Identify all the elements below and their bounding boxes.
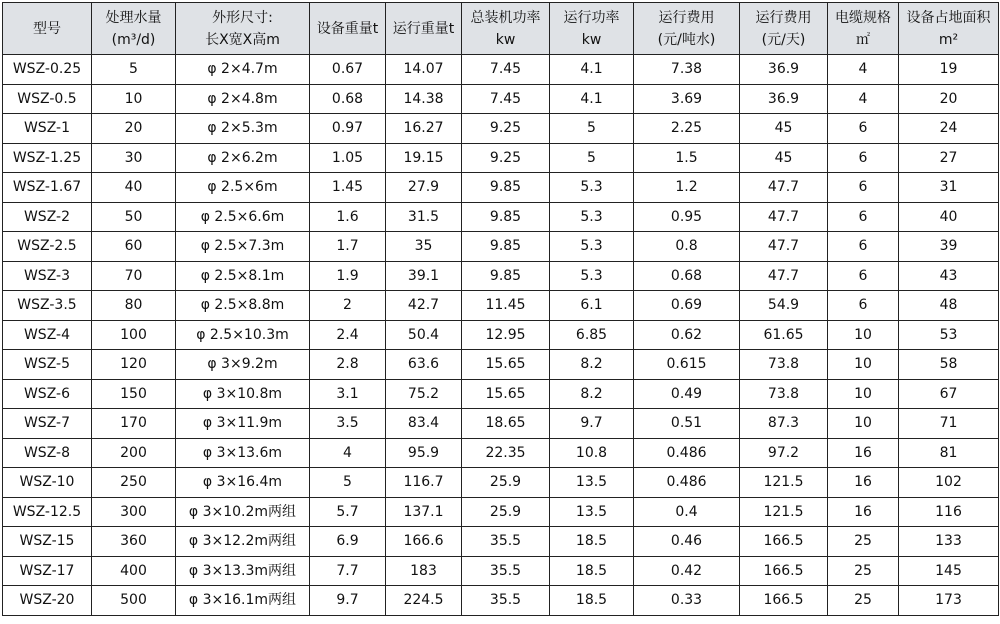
column-header-label: 设备重量t (316, 20, 379, 37)
column-header-label: 总装机功率 (470, 9, 541, 26)
table-cell: WSZ-6 (3, 379, 92, 409)
table-cell: 9.85 (462, 232, 550, 262)
table-cell: 73.8 (740, 379, 828, 409)
column-header (310, 3, 386, 55)
table-cell: 0.49 (634, 379, 740, 409)
table-cell: 5.3 (550, 261, 634, 291)
table-cell: 31 (899, 173, 999, 203)
column-header-unit: kw (581, 31, 602, 48)
table-cell: 0.67 (310, 55, 386, 85)
table-cell: 3.69 (634, 84, 740, 114)
table-cell: 4.1 (550, 55, 634, 85)
table-cell: 19 (899, 55, 999, 85)
table-cell: WSZ-0.5 (3, 84, 92, 114)
table-cell: WSZ-20 (3, 586, 92, 616)
table-cell: WSZ-5 (3, 350, 92, 380)
table-row (3, 55, 999, 85)
table-cell: 183 (386, 556, 462, 586)
table-cell: 35 (386, 232, 462, 262)
table-cell: 47.7 (740, 202, 828, 232)
column-header-label: 型号 (33, 20, 61, 37)
table-cell: φ 2.5×10.3m (176, 320, 310, 350)
table-cell: 300 (92, 497, 176, 527)
column-header (634, 3, 740, 55)
table-row (3, 497, 999, 527)
table-cell: WSZ-17 (3, 556, 92, 586)
table-cell: 75.2 (386, 379, 462, 409)
table-cell: 6.1 (550, 291, 634, 321)
table-cell: 25.9 (462, 468, 550, 498)
spec-table (2, 2, 999, 616)
table-cell: 22.35 (462, 438, 550, 468)
column-header (740, 3, 828, 55)
table-cell: 4 (828, 55, 899, 85)
table-row (3, 84, 999, 114)
table-cell: 47.7 (740, 232, 828, 262)
table-cell: 63.6 (386, 350, 462, 380)
table-cell: 6.85 (550, 320, 634, 350)
column-header-label: 电缆规格 (835, 9, 891, 26)
table-cell: WSZ-2 (3, 202, 92, 232)
table-cell: WSZ-0.25 (3, 55, 92, 85)
table-cell: 16.27 (386, 114, 462, 144)
table-cell: 0.46 (634, 527, 740, 557)
table-cell: 2.8 (310, 350, 386, 380)
table-cell: 6 (828, 114, 899, 144)
table-cell: 47.7 (740, 173, 828, 203)
table-cell: 61.65 (740, 320, 828, 350)
table-cell: 10 (828, 409, 899, 439)
table-cell: 0.42 (634, 556, 740, 586)
table-cell: 0.68 (634, 261, 740, 291)
table-cell: 9.25 (462, 114, 550, 144)
column-header-label: 运行重量t (392, 20, 455, 37)
column-header (899, 3, 999, 55)
table-row (3, 261, 999, 291)
table-cell: 71 (899, 409, 999, 439)
column-header-unit: (元/吨水) (657, 31, 716, 48)
column-header-label: 运行费用 (658, 9, 715, 26)
table-row (3, 320, 999, 350)
table-cell: 47.7 (740, 261, 828, 291)
table-cell: 48 (899, 291, 999, 321)
table-cell: φ 2.5×7.3m (176, 232, 310, 262)
column-header-label: 运行费用 (755, 9, 812, 26)
table-cell: 27.9 (386, 173, 462, 203)
table-cell: 2.4 (310, 320, 386, 350)
table-row (3, 114, 999, 144)
table-cell: 0.8 (634, 232, 740, 262)
table-cell: 9.25 (462, 143, 550, 173)
column-header (386, 3, 462, 55)
table-cell: 31.5 (386, 202, 462, 232)
table-row (3, 350, 999, 380)
table-cell: 11.45 (462, 291, 550, 321)
table-cell: 18.5 (550, 586, 634, 616)
table-cell: 102 (899, 468, 999, 498)
table-cell: φ 3×9.2m (176, 350, 310, 380)
table-body (3, 55, 999, 616)
column-header-unit: kw (495, 31, 516, 48)
table-cell: 0.33 (634, 586, 740, 616)
table-cell: 2.25 (634, 114, 740, 144)
column-header (3, 3, 92, 55)
table-cell: 54.9 (740, 291, 828, 321)
table-cell: 6 (828, 261, 899, 291)
table-cell: 0.69 (634, 291, 740, 321)
table-cell: 30 (92, 143, 176, 173)
spec-table-container (2, 2, 999, 616)
column-header (92, 3, 176, 55)
table-cell: 25 (828, 556, 899, 586)
table-cell: φ 2×4.8m (176, 84, 310, 114)
table-cell: 20 (92, 114, 176, 144)
column-header (462, 3, 550, 55)
table-cell: 45 (740, 143, 828, 173)
table-cell: 120 (92, 350, 176, 380)
table-row (3, 173, 999, 203)
table-cell: 40 (92, 173, 176, 203)
table-cell: 87.3 (740, 409, 828, 439)
table-cell: 116 (899, 497, 999, 527)
table-cell: 40 (899, 202, 999, 232)
table-cell: 35.5 (462, 527, 550, 557)
table-cell: 1.05 (310, 143, 386, 173)
table-cell: 500 (92, 586, 176, 616)
table-row (3, 438, 999, 468)
table-cell: 16 (828, 468, 899, 498)
table-cell: WSZ-4 (3, 320, 92, 350)
column-header-unit: (元/天) (761, 31, 806, 48)
table-cell: WSZ-10 (3, 468, 92, 498)
column-header (550, 3, 634, 55)
table-cell: 0.486 (634, 438, 740, 468)
table-cell: 166.5 (740, 527, 828, 557)
table-cell: 16 (828, 438, 899, 468)
table-cell: 200 (92, 438, 176, 468)
table-cell: 5 (92, 55, 176, 85)
column-header-unit: m² (938, 31, 959, 48)
table-cell: 8.2 (550, 379, 634, 409)
table-cell: 166.5 (740, 556, 828, 586)
table-cell: 0.4 (634, 497, 740, 527)
table-cell: 6 (828, 232, 899, 262)
table-cell: WSZ-15 (3, 527, 92, 557)
table-cell: φ 3×13.6m (176, 438, 310, 468)
table-cell: 9.85 (462, 261, 550, 291)
table-cell: 360 (92, 527, 176, 557)
table-cell: φ 3×10.8m (176, 379, 310, 409)
table-cell: 18.5 (550, 556, 634, 586)
table-row (3, 586, 999, 616)
table-row (3, 527, 999, 557)
table-cell: 9.85 (462, 202, 550, 232)
table-cell: 15.65 (462, 350, 550, 380)
table-cell: 36.9 (740, 84, 828, 114)
table-cell: 8.2 (550, 350, 634, 380)
table-cell: 1.5 (634, 143, 740, 173)
table-cell: 6.9 (310, 527, 386, 557)
table-cell: 5.3 (550, 232, 634, 262)
table-cell: 95.9 (386, 438, 462, 468)
column-header-label: 处理水量 (105, 9, 162, 26)
table-cell: 6 (828, 202, 899, 232)
table-cell: φ 2×5.3m (176, 114, 310, 144)
table-cell: WSZ-1.67 (3, 173, 92, 203)
table-cell: 14.38 (386, 84, 462, 114)
table-row (3, 232, 999, 262)
table-cell: WSZ-1 (3, 114, 92, 144)
table-cell: 5 (310, 468, 386, 498)
table-cell: 7.7 (310, 556, 386, 586)
table-cell: 50 (92, 202, 176, 232)
table-cell: 6 (828, 143, 899, 173)
table-cell: WSZ-7 (3, 409, 92, 439)
table-cell: 45 (740, 114, 828, 144)
table-cell: 2 (310, 291, 386, 321)
table-cell: 150 (92, 379, 176, 409)
table-cell: 10.8 (550, 438, 634, 468)
table-header (3, 3, 999, 55)
table-cell: 58 (899, 350, 999, 380)
table-cell: 4 (828, 84, 899, 114)
column-header-label: 运行功率 (563, 9, 620, 26)
table-cell: 3.5 (310, 409, 386, 439)
table-cell: 166.6 (386, 527, 462, 557)
table-cell: 18.5 (550, 527, 634, 557)
table-cell: 0.615 (634, 350, 740, 380)
table-cell: 9.7 (310, 586, 386, 616)
table-cell: 18.65 (462, 409, 550, 439)
table-cell: 39.1 (386, 261, 462, 291)
table-cell: 60 (92, 232, 176, 262)
table-cell: 13.5 (550, 497, 634, 527)
table-cell: 0.68 (310, 84, 386, 114)
table-cell: 70 (92, 261, 176, 291)
table-cell: 13.5 (550, 468, 634, 498)
table-cell: 16 (828, 497, 899, 527)
table-cell: 0.486 (634, 468, 740, 498)
table-cell: 166.5 (740, 586, 828, 616)
table-cell: 1.2 (634, 173, 740, 203)
table-cell: WSZ-1.25 (3, 143, 92, 173)
table-cell: 15.65 (462, 379, 550, 409)
table-cell: 1.9 (310, 261, 386, 291)
table-cell: 100 (92, 320, 176, 350)
column-header (176, 3, 310, 55)
table-cell: φ 3×12.2m两组 (176, 527, 310, 557)
table-cell: 14.07 (386, 55, 462, 85)
table-row (3, 556, 999, 586)
column-header-unit: ㎡ (856, 31, 870, 48)
table-cell: 6 (828, 173, 899, 203)
table-cell: 0.51 (634, 409, 740, 439)
table-cell: 53 (899, 320, 999, 350)
table-cell: 250 (92, 468, 176, 498)
table-row (3, 379, 999, 409)
table-cell: 39 (899, 232, 999, 262)
table-cell: 10 (828, 320, 899, 350)
table-cell: 145 (899, 556, 999, 586)
table-cell: 1.6 (310, 202, 386, 232)
table-cell: 19.15 (386, 143, 462, 173)
table-cell: 5.3 (550, 173, 634, 203)
column-header-label: 外形尺寸: (212, 9, 273, 26)
table-cell: 170 (92, 409, 176, 439)
table-cell: 20 (899, 84, 999, 114)
table-cell: 7.45 (462, 84, 550, 114)
table-cell: WSZ-12.5 (3, 497, 92, 527)
table-cell: 121.5 (740, 497, 828, 527)
table-cell: 0.97 (310, 114, 386, 144)
table-cell: 25.9 (462, 497, 550, 527)
table-cell: 50.4 (386, 320, 462, 350)
column-header-unit: 长X宽X高m (205, 31, 280, 48)
table-cell: 83.4 (386, 409, 462, 439)
table-cell: 5.3 (550, 202, 634, 232)
table-cell: 43 (899, 261, 999, 291)
table-cell: 25 (828, 586, 899, 616)
table-cell: 137.1 (386, 497, 462, 527)
table-cell: 24 (899, 114, 999, 144)
table-cell: φ 3×16.1m两组 (176, 586, 310, 616)
table-cell: 42.7 (386, 291, 462, 321)
table-cell: φ 2.5×8.1m (176, 261, 310, 291)
table-cell: 7.38 (634, 55, 740, 85)
table-cell: 5 (550, 143, 634, 173)
table-cell: WSZ-2.5 (3, 232, 92, 262)
table-cell: 25 (828, 527, 899, 557)
table-cell: 35.5 (462, 556, 550, 586)
table-row (3, 202, 999, 232)
table-cell: φ 2.5×6m (176, 173, 310, 203)
table-cell: 0.62 (634, 320, 740, 350)
table-row (3, 409, 999, 439)
table-cell: 10 (92, 84, 176, 114)
column-header-label: 设备占地面积 (906, 9, 991, 26)
table-cell: 10 (828, 350, 899, 380)
column-header (828, 3, 899, 55)
table-cell: 12.95 (462, 320, 550, 350)
column-header-unit: (m³/d) (111, 31, 156, 48)
table-cell: 27 (899, 143, 999, 173)
table-cell: 5.7 (310, 497, 386, 527)
table-cell: WSZ-3.5 (3, 291, 92, 321)
table-cell: 4 (310, 438, 386, 468)
table-cell: 133 (899, 527, 999, 557)
table-cell: 3.1 (310, 379, 386, 409)
table-cell: WSZ-8 (3, 438, 92, 468)
table-cell: 9.85 (462, 173, 550, 203)
table-cell: 6 (828, 291, 899, 321)
table-cell: 173 (899, 586, 999, 616)
table-cell: 67 (899, 379, 999, 409)
table-cell: WSZ-3 (3, 261, 92, 291)
table-row (3, 291, 999, 321)
table-cell: 4.1 (550, 84, 634, 114)
table-cell: 0.95 (634, 202, 740, 232)
header-row (3, 3, 999, 55)
table-cell: 400 (92, 556, 176, 586)
table-cell: φ 2.5×6.6m (176, 202, 310, 232)
table-cell: 73.8 (740, 350, 828, 380)
table-cell: φ 2.5×8.8m (176, 291, 310, 321)
table-cell: 5 (550, 114, 634, 144)
table-cell: φ 3×13.3m两组 (176, 556, 310, 586)
table-cell: 35.5 (462, 586, 550, 616)
table-cell: 36.9 (740, 55, 828, 85)
table-cell: φ 2×6.2m (176, 143, 310, 173)
table-cell: φ 3×10.2m两组 (176, 497, 310, 527)
table-cell: 9.7 (550, 409, 634, 439)
table-row (3, 468, 999, 498)
table-cell: 1.7 (310, 232, 386, 262)
table-cell: 10 (828, 379, 899, 409)
table-cell: 224.5 (386, 586, 462, 616)
table-cell: φ 3×16.4m (176, 468, 310, 498)
table-cell: 81 (899, 438, 999, 468)
table-cell: 121.5 (740, 468, 828, 498)
table-cell: 97.2 (740, 438, 828, 468)
table-cell: 7.45 (462, 55, 550, 85)
table-cell: φ 2×4.7m (176, 55, 310, 85)
table-cell: 80 (92, 291, 176, 321)
table-cell: 1.45 (310, 173, 386, 203)
table-cell: 116.7 (386, 468, 462, 498)
table-cell: φ 3×11.9m (176, 409, 310, 439)
table-row (3, 143, 999, 173)
